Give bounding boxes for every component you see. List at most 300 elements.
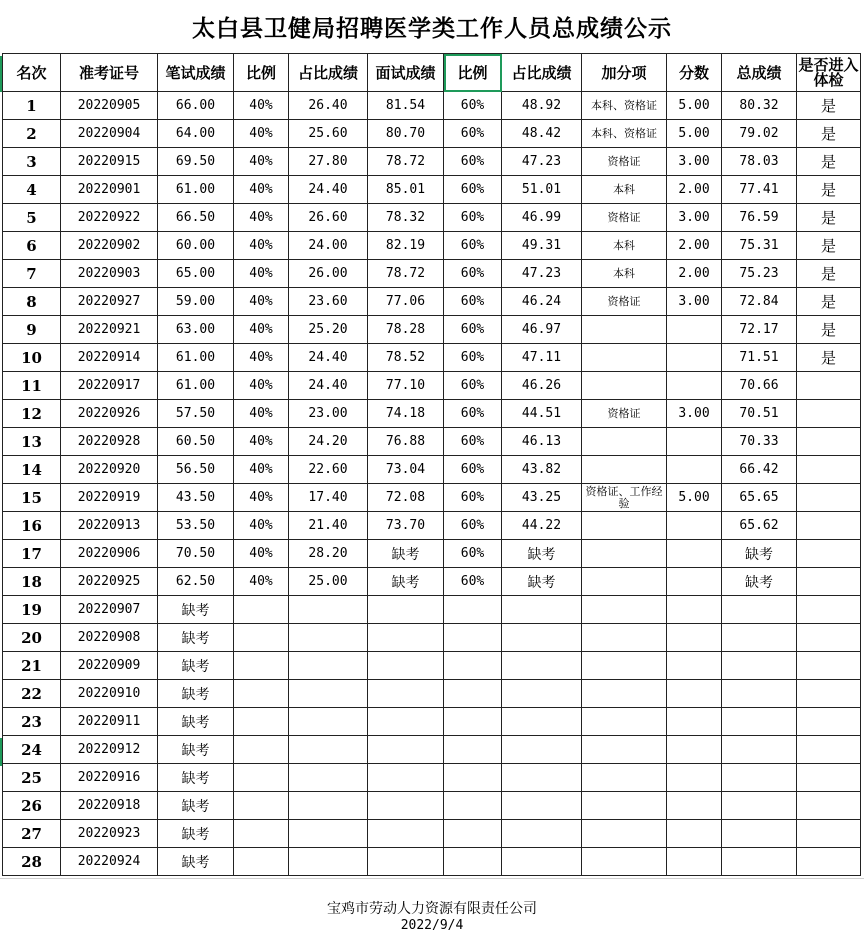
written-score-cell[interactable]: 缺考 bbox=[158, 652, 234, 680]
interview-weighted-cell[interactable]: 47.23 bbox=[502, 148, 582, 176]
bonus-item-cell[interactable] bbox=[582, 736, 667, 764]
rank-cell[interactable]: 1 bbox=[3, 92, 61, 120]
written-weighted-cell[interactable]: 24.40 bbox=[289, 344, 368, 372]
written-weighted-cell[interactable] bbox=[289, 792, 368, 820]
interview-weighted-cell[interactable] bbox=[502, 624, 582, 652]
interview-ratio-cell[interactable]: 60% bbox=[444, 316, 502, 344]
written-ratio-cell[interactable] bbox=[234, 848, 289, 876]
rank-cell[interactable]: 13 bbox=[3, 428, 61, 456]
bonus-item-cell[interactable] bbox=[582, 764, 667, 792]
exam-id-cell[interactable]: 20220921 bbox=[61, 316, 158, 344]
interview-score-cell[interactable] bbox=[368, 680, 444, 708]
total-score-cell[interactable]: 75.23 bbox=[722, 260, 797, 288]
bonus-item-cell[interactable]: 资格证 bbox=[582, 288, 667, 316]
exam-id-cell[interactable]: 20220926 bbox=[61, 400, 158, 428]
physical-exam-cell[interactable] bbox=[797, 372, 861, 400]
interview-score-cell[interactable] bbox=[368, 820, 444, 848]
exam-id-cell[interactable]: 20220914 bbox=[61, 344, 158, 372]
header-rank[interactable]: 名次 bbox=[3, 54, 61, 92]
header-interview-weighted[interactable]: 占比成绩 bbox=[502, 54, 582, 92]
written-ratio-cell[interactable] bbox=[234, 624, 289, 652]
bonus-item-cell[interactable]: 本科 bbox=[582, 260, 667, 288]
physical-exam-cell[interactable]: 是 bbox=[797, 176, 861, 204]
interview-weighted-cell[interactable]: 47.11 bbox=[502, 344, 582, 372]
physical-exam-cell[interactable]: 是 bbox=[797, 316, 861, 344]
interview-score-cell[interactable]: 81.54 bbox=[368, 92, 444, 120]
bonus-points-cell[interactable]: 5.00 bbox=[667, 484, 722, 512]
interview-ratio-cell[interactable] bbox=[444, 764, 502, 792]
written-score-cell[interactable]: 缺考 bbox=[158, 680, 234, 708]
interview-score-cell[interactable]: 78.52 bbox=[368, 344, 444, 372]
interview-weighted-cell[interactable]: 44.22 bbox=[502, 512, 582, 540]
written-score-cell[interactable]: 66.50 bbox=[158, 204, 234, 232]
interview-weighted-cell[interactable]: 48.42 bbox=[502, 120, 582, 148]
interview-weighted-cell[interactable]: 47.23 bbox=[502, 260, 582, 288]
interview-score-cell[interactable]: 76.88 bbox=[368, 428, 444, 456]
physical-exam-cell[interactable]: 是 bbox=[797, 148, 861, 176]
header-total-score[interactable]: 总成绩 bbox=[722, 54, 797, 92]
written-score-cell[interactable]: 缺考 bbox=[158, 792, 234, 820]
interview-ratio-cell[interactable] bbox=[444, 708, 502, 736]
interview-weighted-cell[interactable]: 44.51 bbox=[502, 400, 582, 428]
bonus-points-cell[interactable] bbox=[667, 652, 722, 680]
bonus-points-cell[interactable]: 3.00 bbox=[667, 148, 722, 176]
written-score-cell[interactable]: 57.50 bbox=[158, 400, 234, 428]
interview-weighted-cell[interactable]: 缺考 bbox=[502, 540, 582, 568]
bonus-points-cell[interactable] bbox=[667, 316, 722, 344]
written-score-cell[interactable]: 61.00 bbox=[158, 176, 234, 204]
rank-cell[interactable]: 5 bbox=[3, 204, 61, 232]
interview-weighted-cell[interactable]: 46.99 bbox=[502, 204, 582, 232]
written-weighted-cell[interactable]: 24.40 bbox=[289, 176, 368, 204]
written-ratio-cell[interactable]: 40% bbox=[234, 372, 289, 400]
interview-ratio-cell[interactable]: 60% bbox=[444, 92, 502, 120]
written-weighted-cell[interactable]: 21.40 bbox=[289, 512, 368, 540]
interview-ratio-cell[interactable]: 60% bbox=[444, 120, 502, 148]
exam-id-cell[interactable]: 20220917 bbox=[61, 372, 158, 400]
physical-exam-cell[interactable] bbox=[797, 848, 861, 876]
written-weighted-cell[interactable] bbox=[289, 596, 368, 624]
written-score-cell[interactable]: 70.50 bbox=[158, 540, 234, 568]
bonus-item-cell[interactable]: 本科 bbox=[582, 232, 667, 260]
rank-cell[interactable]: 16 bbox=[3, 512, 61, 540]
written-weighted-cell[interactable]: 17.40 bbox=[289, 484, 368, 512]
interview-score-cell[interactable]: 85.01 bbox=[368, 176, 444, 204]
written-weighted-cell[interactable] bbox=[289, 680, 368, 708]
interview-score-cell[interactable]: 72.08 bbox=[368, 484, 444, 512]
total-score-cell[interactable]: 70.33 bbox=[722, 428, 797, 456]
written-weighted-cell[interactable] bbox=[289, 848, 368, 876]
written-ratio-cell[interactable]: 40% bbox=[234, 400, 289, 428]
interview-score-cell[interactable] bbox=[368, 708, 444, 736]
written-ratio-cell[interactable]: 40% bbox=[234, 288, 289, 316]
written-score-cell[interactable]: 65.00 bbox=[158, 260, 234, 288]
total-score-cell[interactable]: 78.03 bbox=[722, 148, 797, 176]
interview-weighted-cell[interactable]: 46.24 bbox=[502, 288, 582, 316]
bonus-points-cell[interactable]: 2.00 bbox=[667, 176, 722, 204]
physical-exam-cell[interactable] bbox=[797, 540, 861, 568]
exam-id-cell[interactable]: 20220902 bbox=[61, 232, 158, 260]
interview-ratio-cell[interactable]: 60% bbox=[444, 260, 502, 288]
written-ratio-cell[interactable]: 40% bbox=[234, 120, 289, 148]
written-score-cell[interactable]: 缺考 bbox=[158, 820, 234, 848]
interview-ratio-cell[interactable]: 60% bbox=[444, 428, 502, 456]
total-score-cell[interactable]: 66.42 bbox=[722, 456, 797, 484]
written-score-cell[interactable]: 60.00 bbox=[158, 232, 234, 260]
written-ratio-cell[interactable]: 40% bbox=[234, 176, 289, 204]
interview-ratio-cell[interactable]: 60% bbox=[444, 288, 502, 316]
bonus-item-cell[interactable]: 资格证 bbox=[582, 204, 667, 232]
interview-score-cell[interactable]: 78.32 bbox=[368, 204, 444, 232]
written-weighted-cell[interactable]: 24.00 bbox=[289, 232, 368, 260]
rank-cell[interactable]: 23 bbox=[3, 708, 61, 736]
total-score-cell[interactable] bbox=[722, 820, 797, 848]
bonus-points-cell[interactable] bbox=[667, 848, 722, 876]
written-weighted-cell[interactable]: 23.60 bbox=[289, 288, 368, 316]
exam-id-cell[interactable]: 20220913 bbox=[61, 512, 158, 540]
rank-cell[interactable]: 25 bbox=[3, 764, 61, 792]
bonus-points-cell[interactable]: 2.00 bbox=[667, 232, 722, 260]
interview-weighted-cell[interactable] bbox=[502, 848, 582, 876]
bonus-item-cell[interactable]: 本科、资格证 bbox=[582, 120, 667, 148]
interview-score-cell[interactable]: 77.10 bbox=[368, 372, 444, 400]
interview-ratio-cell[interactable]: 60% bbox=[444, 456, 502, 484]
bonus-item-cell[interactable]: 本科 bbox=[582, 176, 667, 204]
interview-score-cell[interactable]: 78.72 bbox=[368, 148, 444, 176]
interview-weighted-cell[interactable]: 43.25 bbox=[502, 484, 582, 512]
bonus-points-cell[interactable] bbox=[667, 568, 722, 596]
total-score-cell[interactable]: 77.41 bbox=[722, 176, 797, 204]
rank-cell[interactable]: 3 bbox=[3, 148, 61, 176]
total-score-cell[interactable] bbox=[722, 652, 797, 680]
written-score-cell[interactable]: 61.00 bbox=[158, 372, 234, 400]
interview-score-cell[interactable]: 78.72 bbox=[368, 260, 444, 288]
written-weighted-cell[interactable]: 26.00 bbox=[289, 260, 368, 288]
exam-id-cell[interactable]: 20220924 bbox=[61, 848, 158, 876]
rank-cell[interactable]: 7 bbox=[3, 260, 61, 288]
header-bonus-item[interactable]: 加分项 bbox=[582, 54, 667, 92]
written-ratio-cell[interactable]: 40% bbox=[234, 540, 289, 568]
total-score-cell[interactable] bbox=[722, 596, 797, 624]
written-score-cell[interactable]: 60.50 bbox=[158, 428, 234, 456]
bonus-points-cell[interactable]: 2.00 bbox=[667, 260, 722, 288]
written-weighted-cell[interactable]: 24.40 bbox=[289, 372, 368, 400]
total-score-cell[interactable]: 70.66 bbox=[722, 372, 797, 400]
written-score-cell[interactable]: 62.50 bbox=[158, 568, 234, 596]
written-ratio-cell[interactable]: 40% bbox=[234, 344, 289, 372]
physical-exam-cell[interactable]: 是 bbox=[797, 120, 861, 148]
header-written-score[interactable]: 笔试成绩 bbox=[158, 54, 234, 92]
exam-id-cell[interactable]: 20220908 bbox=[61, 624, 158, 652]
interview-weighted-cell[interactable] bbox=[502, 820, 582, 848]
bonus-item-cell[interactable] bbox=[582, 680, 667, 708]
interview-score-cell[interactable] bbox=[368, 736, 444, 764]
written-ratio-cell[interactable] bbox=[234, 652, 289, 680]
interview-ratio-cell[interactable] bbox=[444, 624, 502, 652]
bonus-item-cell[interactable] bbox=[582, 596, 667, 624]
interview-weighted-cell[interactable]: 49.31 bbox=[502, 232, 582, 260]
bonus-item-cell[interactable] bbox=[582, 316, 667, 344]
written-ratio-cell[interactable] bbox=[234, 708, 289, 736]
physical-exam-cell[interactable] bbox=[797, 820, 861, 848]
interview-score-cell[interactable]: 缺考 bbox=[368, 568, 444, 596]
physical-exam-cell[interactable] bbox=[797, 652, 861, 680]
written-score-cell[interactable]: 缺考 bbox=[158, 624, 234, 652]
total-score-cell[interactable]: 80.32 bbox=[722, 92, 797, 120]
physical-exam-cell[interactable] bbox=[797, 736, 861, 764]
bonus-points-cell[interactable] bbox=[667, 624, 722, 652]
bonus-points-cell[interactable] bbox=[667, 764, 722, 792]
total-score-cell[interactable]: 65.62 bbox=[722, 512, 797, 540]
rank-cell[interactable]: 4 bbox=[3, 176, 61, 204]
exam-id-cell[interactable]: 20220906 bbox=[61, 540, 158, 568]
total-score-cell[interactable] bbox=[722, 848, 797, 876]
bonus-points-cell[interactable] bbox=[667, 792, 722, 820]
physical-exam-cell[interactable] bbox=[797, 484, 861, 512]
exam-id-cell[interactable]: 20220905 bbox=[61, 92, 158, 120]
exam-id-cell[interactable]: 20220912 bbox=[61, 736, 158, 764]
interview-weighted-cell[interactable] bbox=[502, 708, 582, 736]
rank-cell[interactable]: 28 bbox=[3, 848, 61, 876]
interview-weighted-cell[interactable] bbox=[502, 736, 582, 764]
bonus-item-cell[interactable] bbox=[582, 652, 667, 680]
interview-weighted-cell[interactable]: 46.13 bbox=[502, 428, 582, 456]
written-weighted-cell[interactable]: 25.60 bbox=[289, 120, 368, 148]
interview-score-cell[interactable]: 73.04 bbox=[368, 456, 444, 484]
interview-ratio-cell[interactable]: 60% bbox=[444, 512, 502, 540]
exam-id-cell[interactable]: 20220903 bbox=[61, 260, 158, 288]
interview-score-cell[interactable] bbox=[368, 764, 444, 792]
rank-cell[interactable]: 19 bbox=[3, 596, 61, 624]
written-weighted-cell[interactable] bbox=[289, 764, 368, 792]
interview-ratio-cell[interactable]: 60% bbox=[444, 484, 502, 512]
exam-id-cell[interactable]: 20220915 bbox=[61, 148, 158, 176]
written-ratio-cell[interactable]: 40% bbox=[234, 428, 289, 456]
bonus-points-cell[interactable] bbox=[667, 820, 722, 848]
bonus-item-cell[interactable]: 本科、资格证 bbox=[582, 92, 667, 120]
rank-cell[interactable]: 10 bbox=[3, 344, 61, 372]
bonus-item-cell[interactable]: 资格证、工作经验 bbox=[582, 484, 667, 512]
interview-score-cell[interactable]: 82.19 bbox=[368, 232, 444, 260]
rank-cell[interactable]: 15 bbox=[3, 484, 61, 512]
written-score-cell[interactable]: 63.00 bbox=[158, 316, 234, 344]
total-score-cell[interactable]: 65.65 bbox=[722, 484, 797, 512]
written-ratio-cell[interactable] bbox=[234, 820, 289, 848]
bonus-points-cell[interactable] bbox=[667, 512, 722, 540]
interview-weighted-cell[interactable] bbox=[502, 680, 582, 708]
interview-ratio-cell[interactable]: 60% bbox=[444, 176, 502, 204]
bonus-item-cell[interactable] bbox=[582, 372, 667, 400]
interview-ratio-cell[interactable] bbox=[444, 792, 502, 820]
bonus-points-cell[interactable] bbox=[667, 596, 722, 624]
exam-id-cell[interactable]: 20220919 bbox=[61, 484, 158, 512]
bonus-points-cell[interactable]: 3.00 bbox=[667, 288, 722, 316]
interview-weighted-cell[interactable]: 46.97 bbox=[502, 316, 582, 344]
header-written-weighted[interactable]: 占比成绩 bbox=[289, 54, 368, 92]
interview-ratio-cell[interactable]: 60% bbox=[444, 540, 502, 568]
interview-weighted-cell[interactable] bbox=[502, 792, 582, 820]
bonus-points-cell[interactable] bbox=[667, 680, 722, 708]
rank-cell[interactable]: 17 bbox=[3, 540, 61, 568]
exam-id-cell[interactable]: 20220927 bbox=[61, 288, 158, 316]
physical-exam-cell[interactable]: 是 bbox=[797, 232, 861, 260]
bonus-points-cell[interactable]: 5.00 bbox=[667, 120, 722, 148]
written-weighted-cell[interactable]: 25.00 bbox=[289, 568, 368, 596]
physical-exam-cell[interactable] bbox=[797, 568, 861, 596]
rank-cell[interactable]: 27 bbox=[3, 820, 61, 848]
exam-id-cell[interactable]: 20220920 bbox=[61, 456, 158, 484]
written-weighted-cell[interactable]: 28.20 bbox=[289, 540, 368, 568]
written-weighted-cell[interactable]: 22.60 bbox=[289, 456, 368, 484]
rank-cell[interactable]: 8 bbox=[3, 288, 61, 316]
interview-ratio-cell[interactable]: 60% bbox=[444, 148, 502, 176]
interview-score-cell[interactable] bbox=[368, 848, 444, 876]
written-weighted-cell[interactable]: 27.80 bbox=[289, 148, 368, 176]
written-score-cell[interactable]: 66.00 bbox=[158, 92, 234, 120]
rank-cell[interactable]: 22 bbox=[3, 680, 61, 708]
written-score-cell[interactable]: 缺考 bbox=[158, 596, 234, 624]
header-physical-exam[interactable]: 是否进入体检 bbox=[797, 54, 861, 92]
total-score-cell[interactable]: 79.02 bbox=[722, 120, 797, 148]
written-weighted-cell[interactable] bbox=[289, 820, 368, 848]
written-ratio-cell[interactable] bbox=[234, 680, 289, 708]
written-score-cell[interactable]: 缺考 bbox=[158, 708, 234, 736]
header-interview-score[interactable]: 面试成绩 bbox=[368, 54, 444, 92]
written-ratio-cell[interactable]: 40% bbox=[234, 484, 289, 512]
written-weighted-cell[interactable]: 24.20 bbox=[289, 428, 368, 456]
written-ratio-cell[interactable] bbox=[234, 736, 289, 764]
rank-cell[interactable]: 20 bbox=[3, 624, 61, 652]
written-weighted-cell[interactable] bbox=[289, 652, 368, 680]
rank-cell[interactable]: 2 bbox=[3, 120, 61, 148]
interview-score-cell[interactable] bbox=[368, 792, 444, 820]
bonus-item-cell[interactable] bbox=[582, 456, 667, 484]
written-ratio-cell[interactable]: 40% bbox=[234, 316, 289, 344]
interview-weighted-cell[interactable]: 缺考 bbox=[502, 568, 582, 596]
exam-id-cell[interactable]: 20220910 bbox=[61, 680, 158, 708]
physical-exam-cell[interactable] bbox=[797, 624, 861, 652]
total-score-cell[interactable]: 71.51 bbox=[722, 344, 797, 372]
written-score-cell[interactable]: 61.00 bbox=[158, 344, 234, 372]
interview-ratio-cell[interactable] bbox=[444, 848, 502, 876]
written-weighted-cell[interactable]: 26.40 bbox=[289, 92, 368, 120]
rank-cell[interactable]: 12 bbox=[3, 400, 61, 428]
rank-cell[interactable]: 9 bbox=[3, 316, 61, 344]
total-score-cell[interactable] bbox=[722, 680, 797, 708]
interview-weighted-cell[interactable] bbox=[502, 652, 582, 680]
total-score-cell[interactable]: 75.31 bbox=[722, 232, 797, 260]
physical-exam-cell[interactable] bbox=[797, 708, 861, 736]
written-ratio-cell[interactable]: 40% bbox=[234, 204, 289, 232]
written-weighted-cell[interactable]: 26.60 bbox=[289, 204, 368, 232]
bonus-item-cell[interactable]: 资格证 bbox=[582, 400, 667, 428]
written-weighted-cell[interactable] bbox=[289, 708, 368, 736]
physical-exam-cell[interactable] bbox=[797, 512, 861, 540]
bonus-item-cell[interactable] bbox=[582, 792, 667, 820]
bonus-item-cell[interactable] bbox=[582, 428, 667, 456]
rank-cell[interactable]: 6 bbox=[3, 232, 61, 260]
bonus-points-cell[interactable] bbox=[667, 540, 722, 568]
exam-id-cell[interactable]: 20220911 bbox=[61, 708, 158, 736]
exam-id-cell[interactable]: 20220916 bbox=[61, 764, 158, 792]
interview-score-cell[interactable]: 78.28 bbox=[368, 316, 444, 344]
exam-id-cell[interactable]: 20220925 bbox=[61, 568, 158, 596]
bonus-item-cell[interactable]: 资格证 bbox=[582, 148, 667, 176]
physical-exam-cell[interactable] bbox=[797, 456, 861, 484]
physical-exam-cell[interactable] bbox=[797, 400, 861, 428]
interview-ratio-cell[interactable]: 60% bbox=[444, 400, 502, 428]
total-score-cell[interactable] bbox=[722, 624, 797, 652]
written-ratio-cell[interactable]: 40% bbox=[234, 232, 289, 260]
total-score-cell[interactable] bbox=[722, 792, 797, 820]
written-ratio-cell[interactable] bbox=[234, 792, 289, 820]
total-score-cell[interactable]: 76.59 bbox=[722, 204, 797, 232]
header-written-ratio[interactable]: 比例 bbox=[234, 54, 289, 92]
interview-ratio-cell[interactable] bbox=[444, 596, 502, 624]
exam-id-cell[interactable]: 20220907 bbox=[61, 596, 158, 624]
rank-cell[interactable]: 18 bbox=[3, 568, 61, 596]
total-score-cell[interactable]: 缺考 bbox=[722, 568, 797, 596]
physical-exam-cell[interactable] bbox=[797, 792, 861, 820]
interview-weighted-cell[interactable] bbox=[502, 764, 582, 792]
written-score-cell[interactable]: 缺考 bbox=[158, 736, 234, 764]
physical-exam-cell[interactable]: 是 bbox=[797, 288, 861, 316]
total-score-cell[interactable] bbox=[722, 764, 797, 792]
bonus-item-cell[interactable] bbox=[582, 540, 667, 568]
total-score-cell[interactable] bbox=[722, 736, 797, 764]
bonus-points-cell[interactable] bbox=[667, 456, 722, 484]
written-weighted-cell[interactable] bbox=[289, 736, 368, 764]
written-ratio-cell[interactable]: 40% bbox=[234, 456, 289, 484]
physical-exam-cell[interactable]: 是 bbox=[797, 92, 861, 120]
interview-ratio-cell[interactable] bbox=[444, 652, 502, 680]
physical-exam-cell[interactable]: 是 bbox=[797, 204, 861, 232]
physical-exam-cell[interactable]: 是 bbox=[797, 260, 861, 288]
exam-id-cell[interactable]: 20220904 bbox=[61, 120, 158, 148]
bonus-points-cell[interactable] bbox=[667, 736, 722, 764]
rank-cell[interactable]: 26 bbox=[3, 792, 61, 820]
physical-exam-cell[interactable] bbox=[797, 680, 861, 708]
interview-ratio-cell[interactable]: 60% bbox=[444, 568, 502, 596]
exam-id-cell[interactable]: 20220909 bbox=[61, 652, 158, 680]
bonus-points-cell[interactable] bbox=[667, 708, 722, 736]
written-weighted-cell[interactable]: 23.00 bbox=[289, 400, 368, 428]
written-ratio-cell[interactable]: 40% bbox=[234, 568, 289, 596]
bonus-points-cell[interactable]: 3.00 bbox=[667, 204, 722, 232]
exam-id-cell[interactable]: 20220922 bbox=[61, 204, 158, 232]
bonus-item-cell[interactable] bbox=[582, 820, 667, 848]
exam-id-cell[interactable]: 20220923 bbox=[61, 820, 158, 848]
interview-score-cell[interactable] bbox=[368, 652, 444, 680]
interview-ratio-cell[interactable] bbox=[444, 680, 502, 708]
written-score-cell[interactable]: 64.00 bbox=[158, 120, 234, 148]
interview-ratio-cell[interactable]: 60% bbox=[444, 372, 502, 400]
written-score-cell[interactable]: 43.50 bbox=[158, 484, 234, 512]
total-score-cell[interactable] bbox=[722, 708, 797, 736]
bonus-points-cell[interactable]: 5.00 bbox=[667, 92, 722, 120]
rank-cell[interactable]: 21 bbox=[3, 652, 61, 680]
interview-score-cell[interactable]: 74.18 bbox=[368, 400, 444, 428]
written-score-cell[interactable]: 缺考 bbox=[158, 764, 234, 792]
written-score-cell[interactable]: 53.50 bbox=[158, 512, 234, 540]
written-weighted-cell[interactable] bbox=[289, 624, 368, 652]
interview-weighted-cell[interactable]: 43.82 bbox=[502, 456, 582, 484]
interview-weighted-cell[interactable] bbox=[502, 596, 582, 624]
physical-exam-cell[interactable]: 是 bbox=[797, 344, 861, 372]
bonus-item-cell[interactable] bbox=[582, 708, 667, 736]
bonus-points-cell[interactable] bbox=[667, 344, 722, 372]
interview-ratio-cell[interactable] bbox=[444, 820, 502, 848]
